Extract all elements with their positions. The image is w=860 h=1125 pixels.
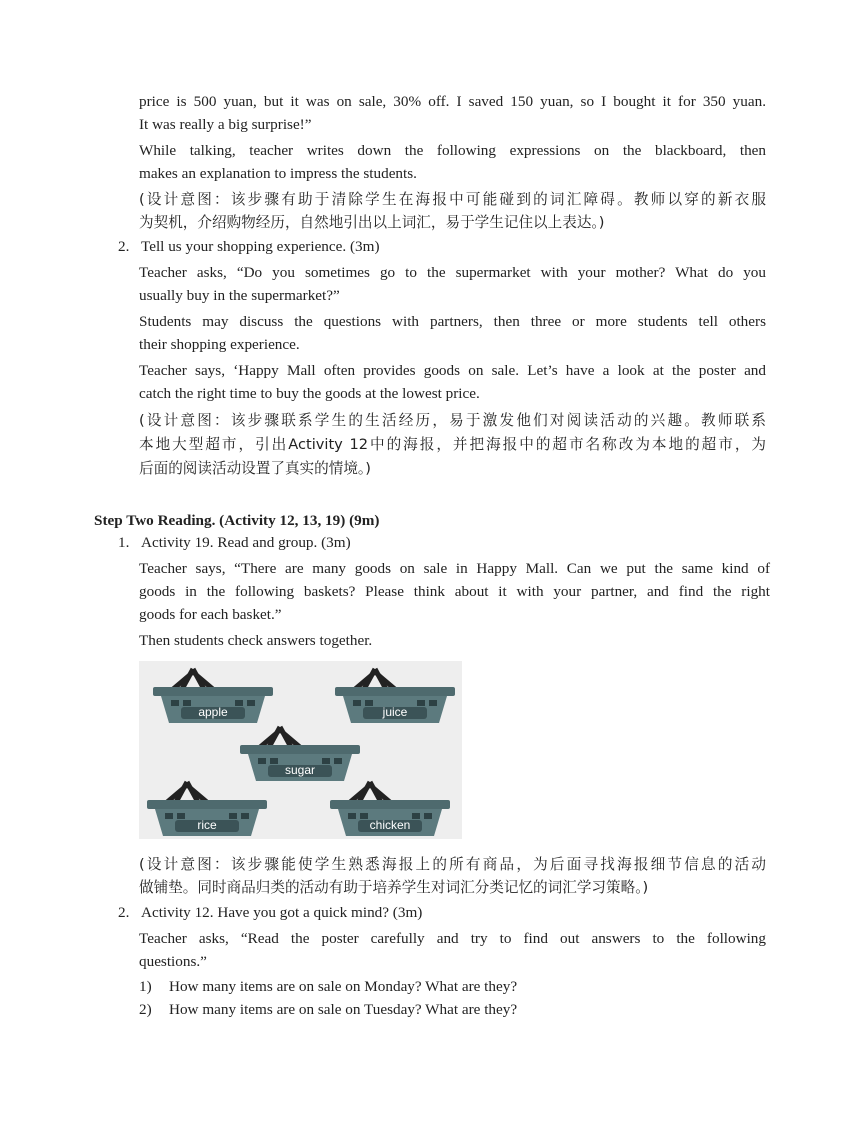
paragraph-line: Students may discuss the questions with partners, then three or more students tell others xyxy=(139,313,766,330)
list-item-title: Tell us your shopping experience. (3m) xyxy=(141,238,380,255)
question-text: How many items are on sale on Monday? What are they? xyxy=(169,978,518,995)
question-text: How many items are on sale on Tuesday? What are they? xyxy=(169,1001,518,1018)
list-item-title: Activity 12. Have you got a quick mind? (3m) xyxy=(141,904,423,921)
paragraph-line: makes an explanation to impress the students. xyxy=(139,165,417,182)
list-number: 2. xyxy=(118,904,130,921)
design-intent-line: (设计意图：该步骤能使学生熟悉海报上的所有商品，为后面寻找海报细节信息的活动 xyxy=(139,856,766,873)
paragraph-line: It was really a big surprise!” xyxy=(139,116,312,133)
basket-label-apple: apple xyxy=(198,705,228,719)
paragraph-line: goods for each basket.” xyxy=(139,606,282,623)
baskets-figure xyxy=(139,661,462,839)
design-intent-line: 本地大型超市，引出Activity 12中的海报，并把海报中的超市名称改为本地的超市，为 xyxy=(139,436,766,453)
design-intent-line: (设计意图：该步骤有助于清除学生在海报中可能碰到的词汇障碍。教师以穿的新衣服 xyxy=(139,191,766,208)
paragraph-line: Teacher asks, “Read the poster carefully and try to find out answers to the following xyxy=(139,930,766,947)
basket-label-rice: rice xyxy=(197,818,217,832)
paragraph-line: Then students check answers together. xyxy=(139,632,373,649)
paragraph-line: While talking, teacher writes down the following expressions on the blackboard, then xyxy=(139,142,766,159)
paragraph-line: price is 500 yuan, but it was on sale, 30% off. I saved 150 yuan, so I bought it for 350 yuan. xyxy=(139,93,766,110)
question-number: 2) xyxy=(139,1001,152,1018)
baskets-illustration xyxy=(139,661,462,839)
paragraph-line: usually buy in the supermarket?” xyxy=(139,287,340,304)
basket-label-chicken: chicken xyxy=(369,818,411,832)
design-intent-line: 后面的阅读活动设置了真实的情境。) xyxy=(139,460,371,477)
paragraph-line: Teacher asks, “Do you sometimes go to the supermarket with your mother? What do you xyxy=(139,264,766,281)
list-item-title: Activity 19. Read and group. (3m) xyxy=(141,534,351,551)
design-intent-line: 做铺垫。同时商品归类的活动有助于培养学生对词汇分类记忆的词汇学习策略。) xyxy=(139,879,649,896)
paragraph-line: questions.” xyxy=(139,953,207,970)
design-intent-line: (设计意图：该步骤联系学生的生活经历，易于激发他们对阅读活动的兴趣。教师联系 xyxy=(139,412,766,429)
paragraph-line: Teacher says, “There are many goods on sale in Happy Mall. Can we put the same kind of xyxy=(139,560,770,577)
section-heading: Step Two Reading. (Activity 12, 13, 19) (9m) xyxy=(94,512,380,529)
list-number: 1. xyxy=(118,534,130,551)
paragraph-line: their shopping experience. xyxy=(139,336,300,353)
list-number: 2. xyxy=(118,238,130,255)
design-intent-line: 为契机，介绍购物经历，自然地引出以上词汇，易于学生记住以上表达。) xyxy=(139,214,605,231)
basket-label-sugar: sugar xyxy=(284,763,316,777)
paragraph-line: catch the right time to buy the goods at the lowest price. xyxy=(139,385,480,402)
basket-label-juice: juice xyxy=(382,705,408,719)
paragraph-line: goods in the following baskets? Please think about it with your partner, and find the right xyxy=(139,583,770,600)
paragraph-line: Teacher says, ‘Happy Mall often provides goods on sale. Let’s have a look at the poster and xyxy=(139,362,766,379)
question-number: 1) xyxy=(139,978,152,995)
